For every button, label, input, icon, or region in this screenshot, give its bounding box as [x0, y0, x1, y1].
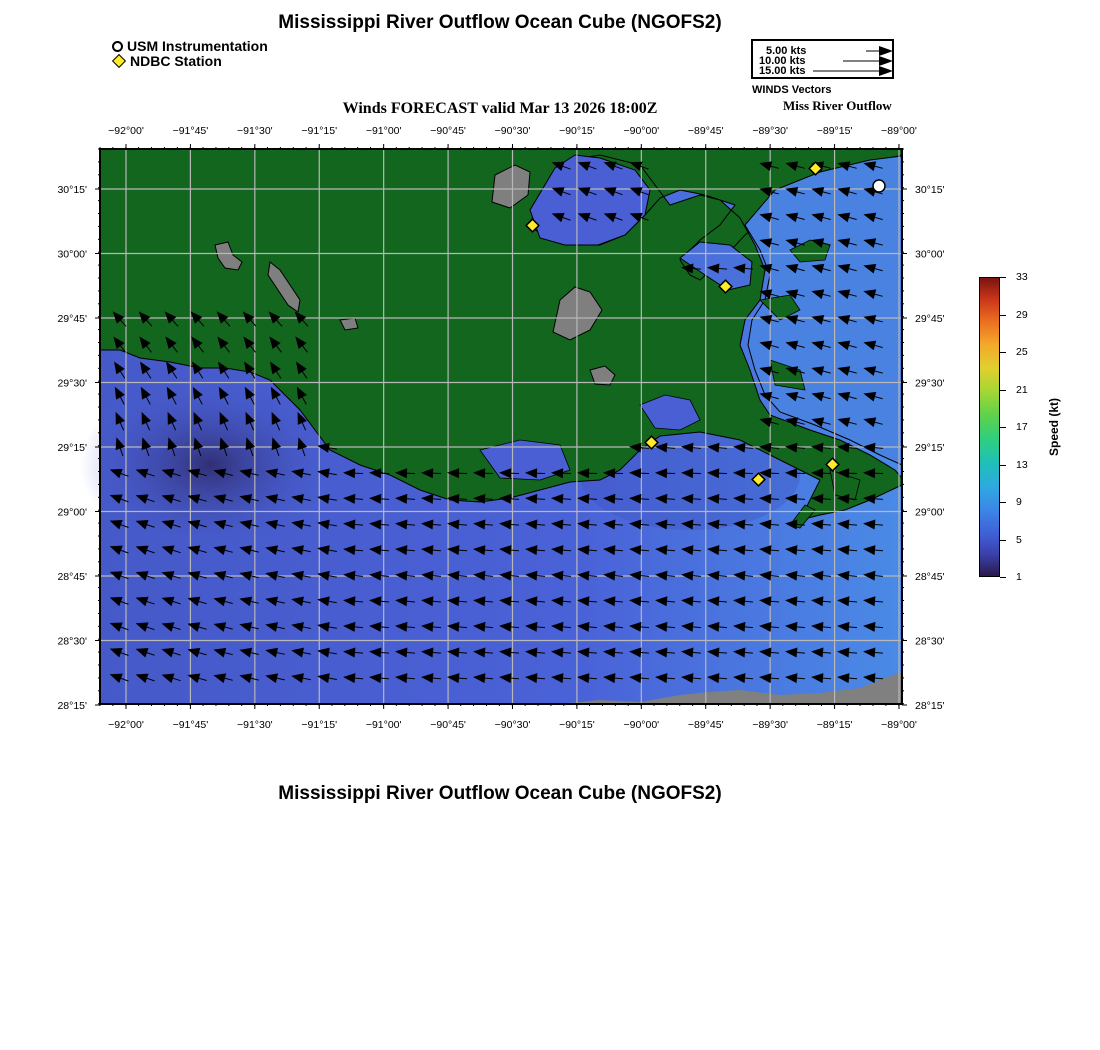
colorbar-tick [1000, 277, 1006, 278]
ref-vectors-caption: WINDS Vectors [752, 84, 832, 96]
lon-tick-label: −91°45' [172, 125, 209, 137]
colorbar-tick-label: 13 [1016, 458, 1028, 471]
colorbar-tick-label: 21 [1016, 383, 1028, 396]
lon-tick-label: −90°30' [494, 719, 531, 731]
usm-instrument-marker[interactable] [873, 180, 885, 192]
colorbar-tick [1000, 577, 1006, 578]
lat-tick-label: 30°00' [915, 248, 945, 261]
map-title: Winds FORECAST valid Mar 13 2026 18:00Z [342, 100, 658, 117]
lon-tick-label: −91°00' [365, 719, 402, 731]
ref-vector-label-5: 5.00 kts [766, 45, 807, 57]
lon-tick-label: −91°15' [301, 719, 338, 731]
lat-tick-label: 28°15' [57, 700, 87, 712]
lon-tick-label: −91°30' [236, 719, 273, 731]
colorbar-tick-label: 9 [1016, 496, 1022, 508]
colorbar-tick-label: 25 [1016, 346, 1028, 358]
lat-tick-label: 29°30' [915, 377, 945, 390]
colorbar-tick-label: 29 [1016, 308, 1028, 321]
lat-tick-label: 28°30' [57, 635, 87, 648]
lon-tick-labels-bottom [108, 719, 917, 731]
colorbar-tick-label: 5 [1016, 533, 1022, 546]
colorbar-tick-label: 33 [1016, 271, 1028, 283]
lon-tick-label: −89°00' [881, 719, 917, 731]
ref-vector-label-10: 10.00 kts [759, 55, 806, 67]
lat-tick-label: 29°00' [915, 506, 945, 519]
lon-tick-label: −89°45' [687, 719, 724, 731]
lat-tick-label: 29°45' [57, 313, 87, 325]
lon-tick-label: −91°15' [301, 125, 338, 137]
lon-tick-label: −91°30' [236, 125, 273, 137]
lon-tick-label: −90°45' [430, 125, 466, 137]
lon-tick-label: −90°45' [430, 719, 466, 731]
colorbar-tick [1000, 390, 1006, 391]
footer-title: Mississippi River Outflow Ocean Cube (NGOFS2) [278, 783, 722, 804]
ref-vector-label-15: 15.00 kts [759, 65, 806, 77]
lat-tick-label: 30°15' [57, 184, 87, 196]
colorbar-tick [1000, 352, 1006, 353]
page-title: Mississippi River Outflow Ocean Cube (NGOFS2) [278, 12, 722, 33]
lat-tick-label: 29°45' [915, 313, 945, 325]
lat-tick-labels-right [915, 184, 945, 712]
colorbar-tick-label: 1 [1016, 571, 1022, 583]
region-label: Miss River Outflow [783, 98, 892, 113]
lat-tick-label: 28°15' [915, 700, 945, 712]
lat-tick-label: 29°30' [57, 377, 87, 390]
colorbar-tick [1000, 427, 1006, 428]
lat-tick-label: 28°45' [57, 571, 87, 583]
colorbar-tick [1000, 465, 1006, 466]
lat-tick-label: 29°15' [57, 442, 87, 454]
legend-station-label: NDBC Station [130, 53, 222, 69]
lat-tick-label: 28°45' [915, 571, 945, 583]
lon-tick-label: −90°15' [559, 719, 595, 731]
colorbar-tick-label: 17 [1016, 421, 1028, 433]
lon-tick-label: −89°30' [752, 125, 789, 137]
lon-tick-labels-top [108, 125, 917, 137]
lon-tick-label: −89°15' [816, 719, 853, 731]
lon-tick-label: −90°30' [494, 125, 531, 137]
lon-tick-label: −89°45' [687, 125, 724, 137]
lat-tick-label: 30°15' [915, 184, 945, 196]
lat-tick-label: 28°30' [915, 635, 945, 648]
lon-tick-label: −91°45' [172, 719, 209, 731]
lat-tick-label: 29°15' [915, 442, 945, 454]
colorbar-tick [1000, 540, 1006, 541]
lon-tick-label: −92°00' [108, 125, 144, 137]
colorbar-title: Speed (kt) [1047, 398, 1061, 457]
colorbar-tick [1000, 315, 1006, 316]
legend-instrument-label: USM Instrumentation [127, 38, 268, 54]
lat-tick-labels-left [57, 184, 87, 712]
speed-colorbar [979, 277, 1000, 577]
lon-tick-label: −90°15' [559, 125, 595, 137]
lon-tick-label: −91°00' [365, 125, 402, 137]
lat-tick-label: 29°00' [57, 506, 87, 519]
lon-tick-label: −90°00' [623, 719, 660, 731]
lon-tick-label: −90°00' [623, 125, 660, 137]
colorbar-tick [1000, 502, 1006, 503]
lon-tick-label: −89°00' [881, 125, 917, 137]
lon-tick-label: −92°00' [108, 719, 144, 731]
lon-tick-label: −89°30' [752, 719, 789, 731]
lon-tick-label: −89°15' [816, 125, 853, 137]
lat-tick-label: 30°00' [57, 248, 87, 261]
